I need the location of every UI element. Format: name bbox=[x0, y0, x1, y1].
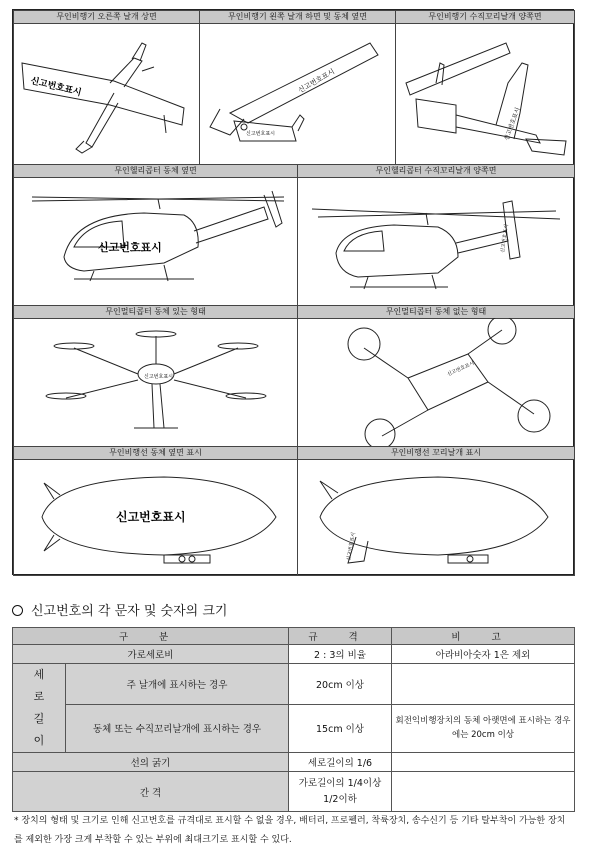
table-row bbox=[13, 704, 575, 752]
row-note-body: 회전익비행장치의 동체 아랫면에 표시하는 경우에는 20cm 이상 bbox=[392, 704, 575, 752]
figure-multicopter-frame bbox=[297, 305, 575, 447]
table-row bbox=[13, 645, 575, 664]
header-category: 구 분 bbox=[13, 628, 289, 645]
multicopter-body-drawing bbox=[14, 318, 298, 447]
figure-airplane-tail bbox=[395, 10, 575, 165]
table-row bbox=[13, 753, 575, 772]
row-label-wing: 주 날개에 표시하는 경우 bbox=[66, 664, 289, 705]
row-note-spacing bbox=[392, 772, 575, 812]
header-spec: 규 격 bbox=[289, 628, 392, 645]
footnote: * 장치의 형태 및 크기로 인해 신고번호를 규격대로 표시할 수 없을 경우, 배터리, 프로펠러, 착륙장치, 송수신기 등 기타 탈부착이 가능한 장치를 제외한 가장 크게 부착할 수 있는 부위에 최대크기로 표시할 수 있다. bbox=[14, 816, 566, 845]
figure-caption: 무인멀티콥터 동체 없는 형태 bbox=[298, 306, 574, 319]
figure-airplane-wing-bottom bbox=[199, 10, 396, 165]
figure-caption: 무인비행기 왼쪽 날개 하면 및 동체 옆면 bbox=[200, 11, 395, 24]
header-remark: 비 고 bbox=[392, 628, 575, 645]
figure-airship-side bbox=[13, 446, 298, 576]
row-label-spacing: 간 격 bbox=[13, 772, 289, 812]
airship-side-drawing bbox=[14, 459, 298, 576]
row-spec-wing: 20cm 이상 bbox=[289, 664, 392, 705]
size-spec-table bbox=[12, 627, 575, 812]
row-label-body: 동체 또는 수직꼬리날개에 표시하는 경우 bbox=[66, 704, 289, 752]
figure-grid bbox=[12, 9, 574, 575]
figure-airship-tail bbox=[297, 446, 575, 576]
registration-mark-label: 신고번호표시 bbox=[297, 67, 337, 95]
row-note-ratio: 아라비아숫자 1은 제외 bbox=[392, 645, 575, 664]
row-group-height: 세 로 길 이 bbox=[13, 664, 66, 753]
section-title: 신고번호의 각 문자 및 숫자의 크기 bbox=[31, 604, 228, 619]
figure-heli-side bbox=[13, 164, 298, 306]
table-header-row bbox=[13, 628, 575, 645]
airplane-tail-drawing bbox=[396, 23, 575, 165]
row-label-ratio: 가로세로비 bbox=[13, 645, 289, 664]
airplane-wing-bottom-drawing bbox=[200, 23, 396, 165]
airship-tail-drawing bbox=[298, 459, 575, 576]
section-heading bbox=[12, 600, 227, 619]
figure-caption: 무인헬리콥터 수직꼬리날개 양쪽면 bbox=[298, 165, 574, 178]
multicopter-frame-drawing bbox=[298, 318, 575, 447]
registration-mark-label: 신고번호표시 bbox=[500, 223, 511, 254]
row-label-stroke: 선의 굵기 bbox=[13, 753, 289, 772]
figure-caption: 무인비행기 수직꼬리날개 양쪽면 bbox=[396, 11, 574, 24]
figure-caption: 무인헬리콥터 동체 옆면 bbox=[14, 165, 297, 178]
heli-side-drawing bbox=[14, 177, 298, 306]
figure-caption: 무인비행선 동체 옆면 표시 bbox=[14, 447, 297, 460]
row-spec-spacing-line1: 가로길이의 1/4이상 bbox=[298, 777, 382, 789]
row-spec-stroke: 세로길이의 1/6 bbox=[289, 753, 392, 772]
row-spec-spacing-line2: 1/2이하 bbox=[323, 793, 357, 805]
table-row bbox=[13, 772, 575, 812]
registration-mark-label: 신고번호표시 bbox=[98, 241, 162, 254]
registration-mark-label: 신고번호표시 bbox=[503, 106, 522, 142]
circle-bullet-icon bbox=[12, 605, 23, 616]
airplane-wing-top-drawing bbox=[14, 23, 200, 165]
registration-mark-label: 신고번호표시 bbox=[346, 531, 358, 562]
row-spec-body: 15cm 이상 bbox=[289, 704, 392, 752]
row-spec-spacing bbox=[289, 772, 392, 812]
table-row bbox=[13, 664, 575, 705]
row-spec-ratio: 2 : 3의 비율 bbox=[289, 645, 392, 664]
figure-caption: 무인멀티콥터 동체 있는 형태 bbox=[14, 306, 297, 319]
heli-tail-drawing bbox=[298, 177, 575, 306]
figure-caption: 무인비행선 꼬리날개 표시 bbox=[298, 447, 574, 460]
registration-mark-label: 신고번호표시 bbox=[144, 374, 173, 380]
figure-airplane-wing-top bbox=[13, 10, 200, 165]
registration-mark-label: 신고번호표시 bbox=[446, 360, 476, 378]
registration-mark-label-fuselage: 신고번호표시 bbox=[246, 131, 275, 137]
figure-caption: 무인비행기 오른쪽 날개 상면 bbox=[14, 11, 199, 24]
figure-multicopter-body bbox=[13, 305, 298, 447]
registration-mark-label: 신고번호표시 bbox=[116, 510, 186, 524]
figure-heli-tail bbox=[297, 164, 575, 306]
row-note-stroke bbox=[392, 753, 575, 772]
row-note-wing bbox=[392, 664, 575, 705]
registration-mark-label: 신고번호표시 bbox=[29, 76, 83, 99]
